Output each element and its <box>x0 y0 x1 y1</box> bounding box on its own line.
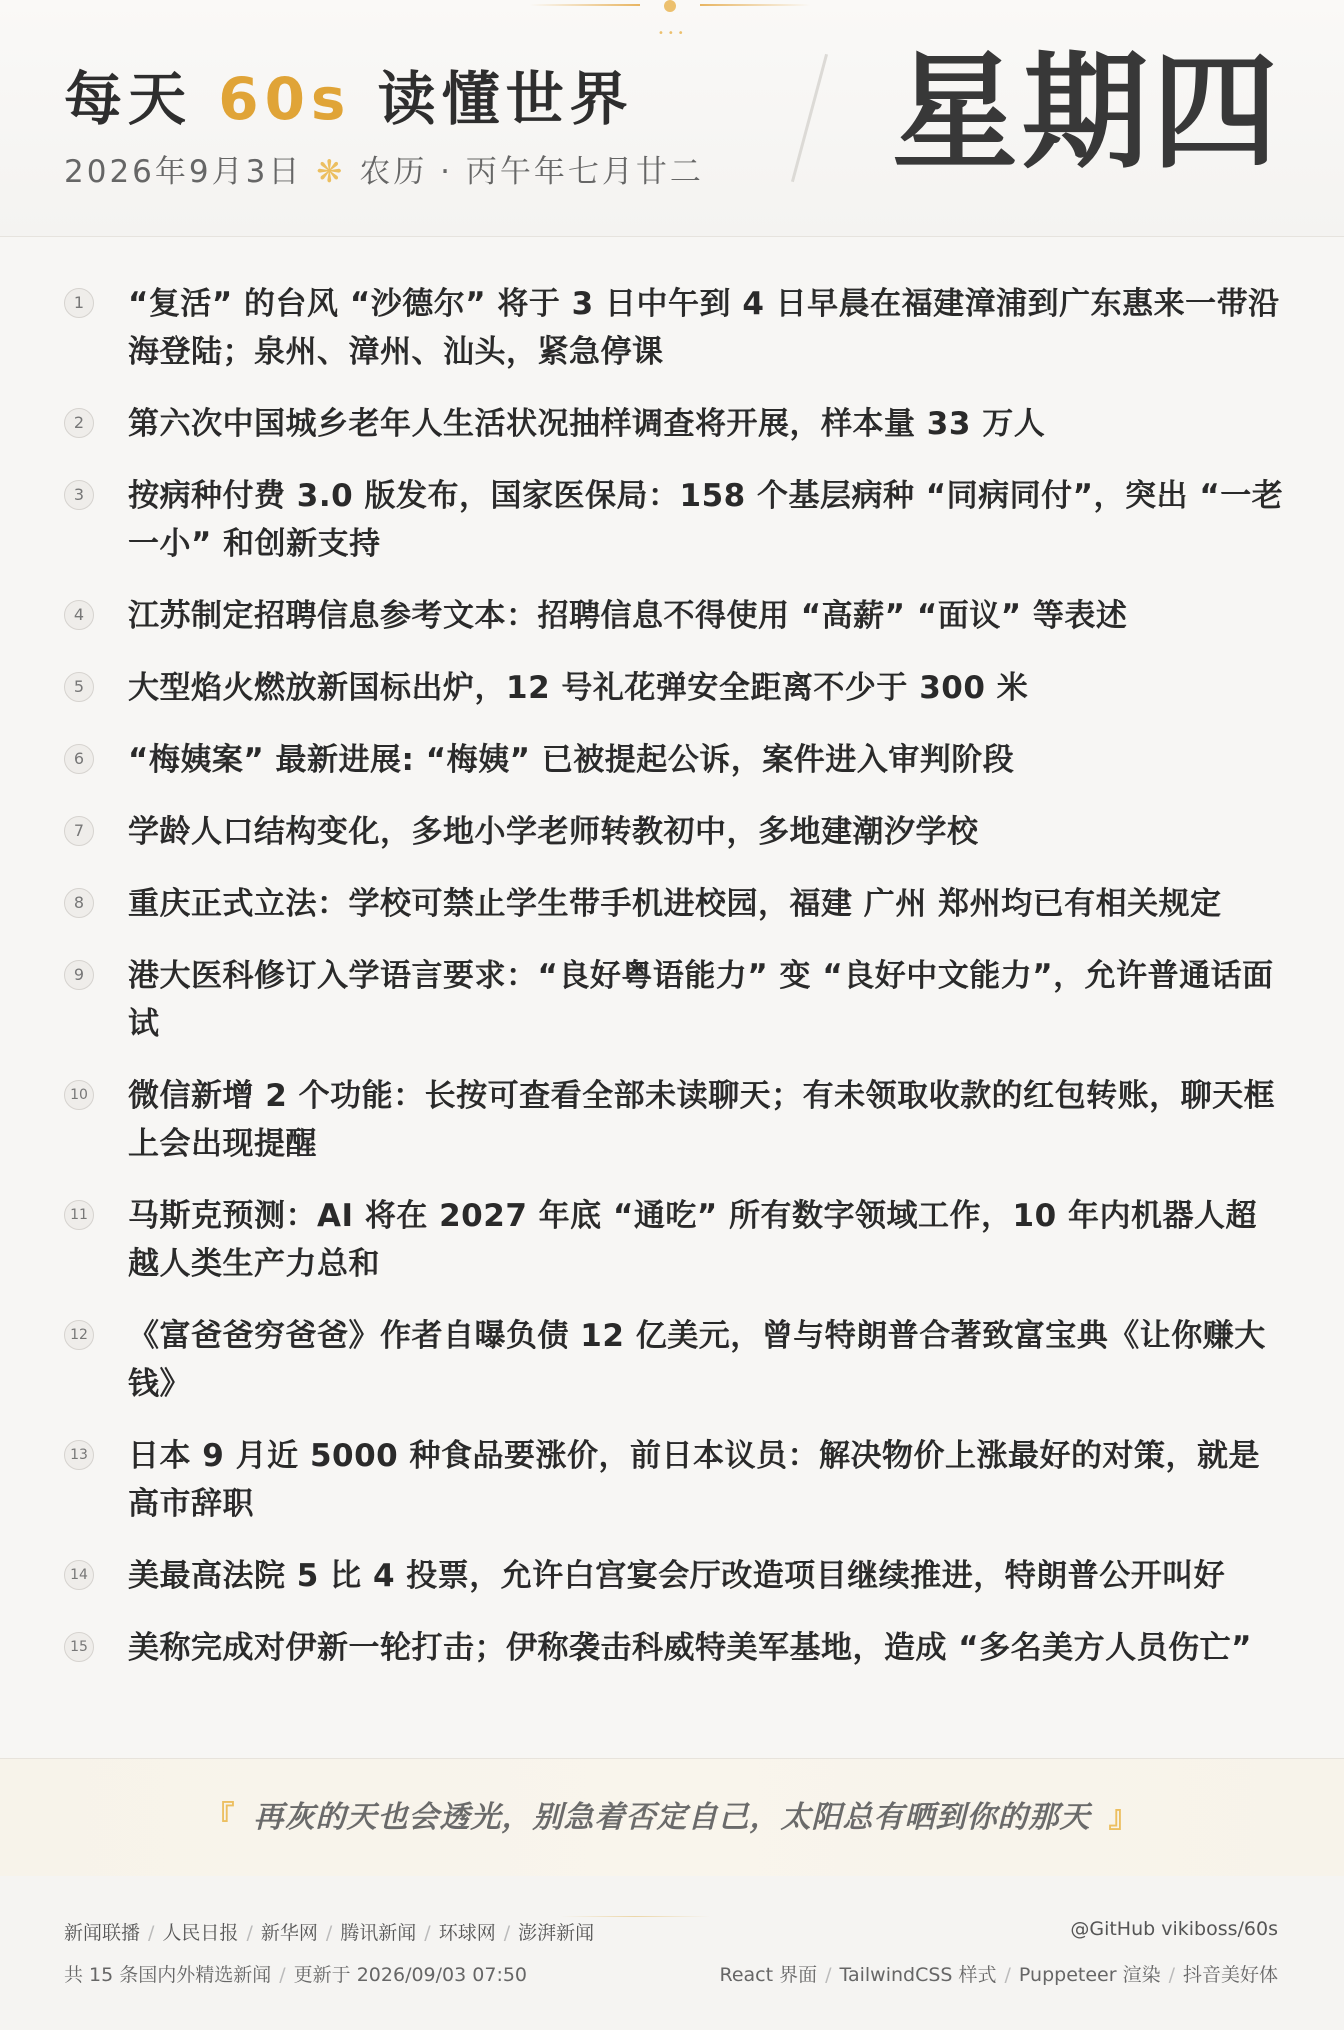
news-number-badge: 1 <box>64 288 94 318</box>
news-text: “复活” 的台风 “沙德尔” 将于 3 日中午到 4 日早晨在福建漳浦到广东惠来一带沿海登陆；泉州、漳州、汕头，紧急停课 <box>128 286 1280 370</box>
news-text: 大型焰火燃放新国标出炉，12 号礼花弹安全距离不少于 300 米 <box>128 670 1029 706</box>
daily-quote <box>0 1759 1344 1877</box>
news-meta <box>64 1960 527 1987</box>
news-text: 美最高法院 5 比 4 投票，允许白宫宴会厅改造项目继续推进，特朗普公开叫好 <box>128 1558 1226 1594</box>
separator: / <box>325 1922 333 1944</box>
weekday: 星期四 <box>892 39 1282 186</box>
github-link[interactable]: @GitHub vikiboss/60s <box>1070 1918 1278 1940</box>
tech-item: 抖音美好体 <box>1182 1964 1278 1986</box>
solar-date: 2026年9月3日 <box>64 154 303 190</box>
separator: / <box>246 1922 253 1944</box>
date-line <box>64 146 704 191</box>
news-text: 微信新增 2 个功能：长按可查看全部未读聊天；有未领取收款的红包转账，聊天框上会出现提醒 <box>128 1078 1276 1162</box>
news-text: 港大医科修订入学语言要求：“良好粤语能力” 变 “良好中文能力”，允许普通话面试 <box>128 958 1274 1042</box>
news-text: 学龄人口结构变化，多地小学老师转教初中，多地建潮汐学校 <box>128 814 979 850</box>
source-link[interactable]: 新闻联播 <box>64 1922 141 1944</box>
news-text: 第六次中国城乡老年人生活状况抽样调查将开展，样本量 33 万人 <box>128 406 1046 442</box>
tech-credits <box>719 1960 1278 1987</box>
news-number-badge: 4 <box>64 600 94 630</box>
separator: / <box>503 1922 511 1944</box>
news-number-badge: 12 <box>64 1320 94 1350</box>
title-prefix: 每天 <box>64 65 193 133</box>
update-time: 更新于 2026/09/03 07:50 <box>293 1964 528 1986</box>
source-link[interactable]: 澎湃新闻 <box>518 1922 595 1944</box>
news-number-badge: 5 <box>64 672 94 702</box>
news-number-badge: 15 <box>64 1632 94 1662</box>
separator: / <box>1004 1964 1011 1986</box>
separator: / <box>424 1922 431 1944</box>
footer-ornament-line <box>560 1916 710 1917</box>
news-text: 《富爸爸穷爸爸》作者自曝负债 12 亿美元，曾与特朗普合著致富宝典《让你赚大钱》 <box>128 1318 1266 1402</box>
news-text: 重庆正式立法：学校可禁止学生带手机进校园，福建 广州 郑州均已有相关规定 <box>128 886 1222 922</box>
separator: / <box>825 1964 832 1986</box>
quote-text: 再灰的天也会透光，别急着否定自己，太阳总有晒到你的那天 <box>253 1800 1091 1835</box>
quote-open-mark: 『 <box>204 1800 236 1835</box>
star-icon: ❋ <box>316 154 346 190</box>
news-number-badge: 11 <box>64 1200 94 1230</box>
ornament-line-left <box>530 4 640 6</box>
quote-band <box>0 1758 1344 1878</box>
footer <box>0 1876 1344 2030</box>
separator: / <box>1168 1964 1175 1986</box>
news-text: 日本 9 月近 5000 种食品要涨价，前日本议员：解决物价上涨最好的对策，就是高市辞职 <box>128 1438 1261 1522</box>
news-text: 江苏制定招聘信息参考文本：招聘信息不得使用 “高薪” “面议” 等表述 <box>128 598 1128 634</box>
separator: / <box>148 1922 155 1944</box>
title-accent: 60s <box>218 65 352 133</box>
divider-slash <box>791 54 828 182</box>
ornament-line-right <box>700 4 810 6</box>
page-title <box>64 52 634 136</box>
tech-item: React 界面 <box>719 1964 818 1986</box>
news-number-badge: 10 <box>64 1080 94 1110</box>
lunar-date: 农历 · 丙午年七月廿二 <box>359 154 704 190</box>
news-number-badge: 9 <box>64 960 94 990</box>
news-text: 美称完成对伊新一轮打击；伊称袭击科威特美军基地，造成 “多名美方人员伤亡” <box>128 1630 1253 1666</box>
news-number-badge: 14 <box>64 1560 94 1590</box>
tech-item: Puppeteer 渲染 <box>1018 1964 1161 1986</box>
ornament-dot <box>664 0 676 12</box>
news-text: “梅姨案” 最新进展: “梅姨” 已被提起公诉，案件进入审判阶段 <box>128 742 1015 778</box>
title-suffix: 读懂世界 <box>377 65 634 133</box>
source-link[interactable]: 人民日报 <box>162 1922 239 1944</box>
news-number-badge: 13 <box>64 1440 94 1470</box>
source-link[interactable]: 环球网 <box>438 1922 496 1944</box>
header <box>0 0 1344 237</box>
news-text: 马斯克预测：AI 将在 2027 年底 “通吃” 所有数字领域工作，10 年内机器人超越人类生产力总和 <box>128 1198 1257 1282</box>
news-sources <box>64 1918 594 1945</box>
tech-item: TailwindCSS 样式 <box>839 1964 997 1986</box>
quote-close-mark: 』 <box>1108 1800 1140 1835</box>
news-text: 按病种付费 3.0 版发布，国家医保局：158 个基层病种 “同病同付”，突出 “一老一小” 和创新支持 <box>128 478 1284 562</box>
ornament-dots: ••• <box>658 28 688 39</box>
news-number-badge: 2 <box>64 408 94 438</box>
news-number-badge: 3 <box>64 480 94 510</box>
news-number-badge: 6 <box>64 744 94 774</box>
separator: / <box>279 1964 286 1986</box>
news-number-badge: 7 <box>64 816 94 846</box>
news-number-badge: 8 <box>64 888 94 918</box>
news-count: 共 15 条国内外精选新闻 <box>64 1964 272 1986</box>
source-link[interactable]: 新华网 <box>260 1922 318 1944</box>
source-link[interactable]: 腾讯新闻 <box>340 1922 417 1944</box>
top-ornament <box>520 0 820 40</box>
